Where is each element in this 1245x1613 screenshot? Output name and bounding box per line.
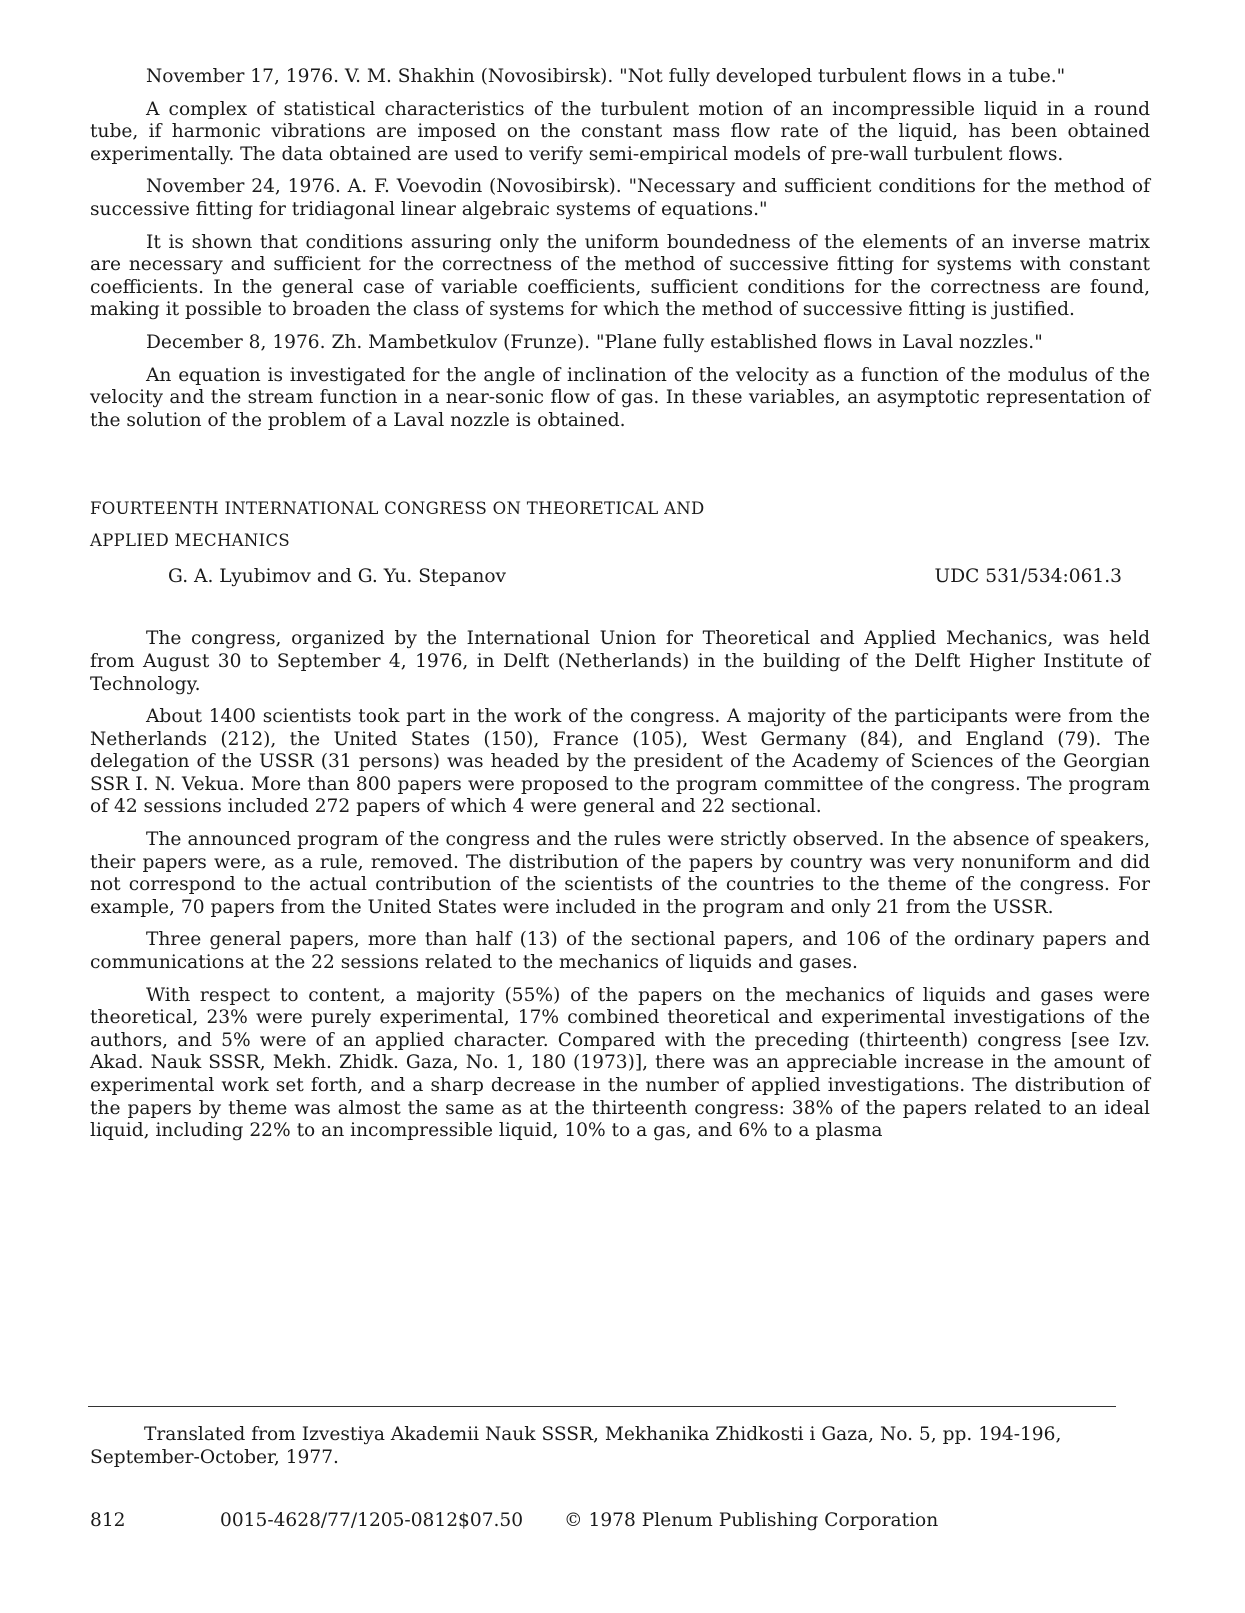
seminar-entry-voevodin: November 24, 1976. A. F. Voevodin (Novosibirsk). "Necessary and sufficient conditions for the method of successive fitting for tridiagonal linear algebraic systems of equations." — [90, 176, 1150, 220]
page-number: 812 — [90, 1510, 126, 1531]
article-paragraph-5: With respect to content, a majority (55%) of the papers on the mechanics of liquids and gases were theoretical, 23% were purely experimental, 17% combined theoretical and experimental investigations of the authors, and 5% were of an applied character. Compared with the preceding (thirteenth) congress [see Izv. Akad. Nauk SSSR, Mekh. Zhidk. Gaza, No. 1, 180 (1973)], there was an appreciable increase in the amount of experimental work set forth, and a sharp decrease in the number of applied investigations. The distribution of the papers by theme was almost the same as at the thirteenth congress: 38% of the papers related to an ideal liquid, including 22% to an incompressible liquid, 10% to a gas, and 6% to a plasma — [90, 984, 1150, 1142]
seminar-entry-shakhin: November 17, 1976. V. M. Shakhin (Novosibirsk). "Not fully developed turbulent flows in a tube." — [146, 66, 1066, 87]
seminar-entry-mambetkulov: December 8, 1976. Zh. Mambetkulov (Frunze). "Plane fully established flows in Laval nozzles." — [146, 331, 1043, 353]
footnote-divider — [88, 1406, 1116, 1407]
article-title-line1: FOURTEENTH INTERNATIONAL CONGRESS ON THEORETICAL AND — [90, 499, 705, 519]
seminar-abstract-shakhin: A complex of statistical characteristics of the turbulent motion of an incompressible liquid in a round tube, if harmonic vibrations are imposed on the constant mass flow rate of the liquid, has been obtained experimentally. The data obtained are used to verify semi-empirical models of pre-wall turbulent flows. — [90, 98, 1150, 165]
article-code: 0015-4628/77/1205-0812$07.50 — [220, 1510, 524, 1531]
article-title-line2: APPLIED MECHANICS — [90, 531, 290, 551]
article-paragraph-3: The announced program of the congress and the rules were strictly observed. In the absence of speakers, their papers were, as a rule, removed. The distribution of the papers by country was very nonuniform and did not correspond to the actual contribution of the scientists of the countries to the theme of the congress. For example, 70 papers from the United States were included in the program and only 21 from the USSR. — [90, 829, 1150, 918]
translation-footnote: Translated from Izvestiya Akademii Nauk SSSR, Mekhanika Zhidkosti i Gaza, No. 5, pp. 194-196, September-October, 1977. — [90, 1424, 1062, 1468]
copyright-notice: © 1978 Plenum Publishing Corporation — [564, 1510, 939, 1531]
seminar-abstract-voevodin: It is shown that conditions assuring only the uniform boundedness of the elements of an inverse matrix are necessary and sufficient for the correctness of the method of successive fitting for systems with constant coefficients. In the general case of variable coefficients, sufficient conditions for the correctness are found, making it possible to broaden the class of systems for which the method of successive fitting is justified. — [90, 231, 1150, 321]
article-paragraph-4: Three general papers, more than half (13) of the sectional papers, and 106 of the ordinary papers and communications at the 22 sessions related to the mechanics of liquids and gases. — [90, 929, 1150, 974]
author-line — [90, 566, 1150, 588]
article-paragraph-1: The congress, organized by the International Union for Theoretical and Applied Mechanics, was held from August 30 to September 4, 1976, in Delft (Netherlands) in the building of the Delft Higher Institute of Technology. — [90, 628, 1150, 695]
udc-code: UDC 531/534:061.3 — [934, 566, 1122, 588]
article-paragraph-2: About 1400 scientists took part in the work of the congress. A majority of the participants were from the Netherlands (212), the United States (150), France (105), West Germany (84), and England (79). The delegation of the USSR (31 persons) was headed by the president of the Academy of Sciences of the Georgian SSR I. N. Vekua. More than 800 papers were proposed to the program committee of the congress. The program of 42 sessions included 272 papers of which 4 were general and 22 sectional. — [90, 706, 1150, 818]
page-body — [90, 66, 1150, 1143]
article-authors: G. A. Lyubimov and G. Yu. Stepanov — [168, 566, 507, 588]
seminar-abstract-mambetkulov: An equation is investigated for the angle of inclination of the velocity as a function of the modulus of the velocity and the stream function in a near-sonic flow of gas. In these variables, an asymptotic representation of the solution of the problem of a Laval nozzle is obtained. — [90, 364, 1150, 431]
